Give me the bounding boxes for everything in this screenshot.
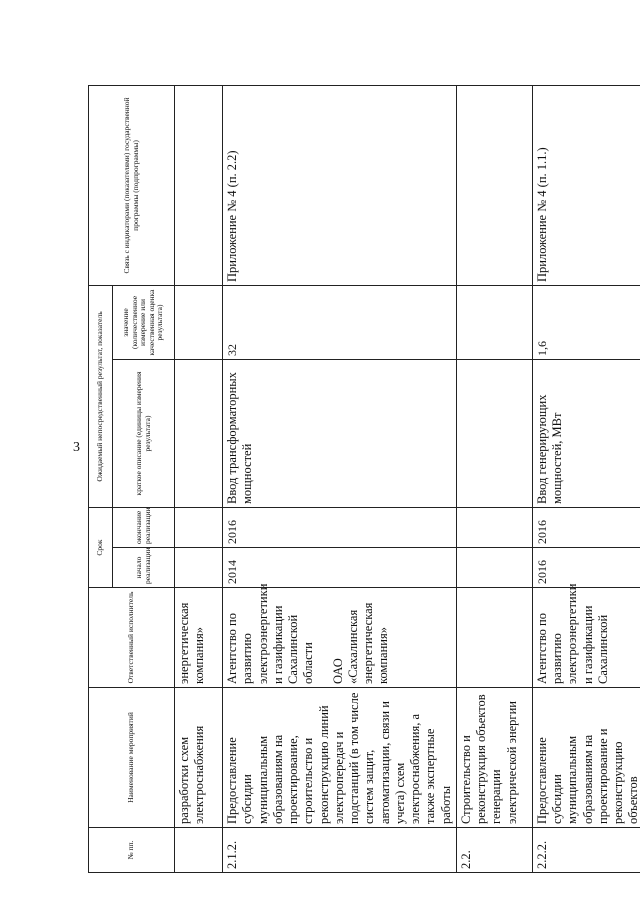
- table-row: [223, 85, 457, 872]
- header-link: Связь с индикаторами (показателями) государственной программы (подпрограммы): [89, 85, 175, 285]
- cell-end: [175, 508, 223, 548]
- cell-result-value: 32: [223, 285, 457, 359]
- table-row: [532, 85, 640, 872]
- executor-primary: Агентство по развитию электроэнергетики и газификации Сахалинской области: [225, 583, 316, 684]
- cell-name: Предоставление субсидии муниципальным образованиям на проектирование и реконструкцию объектов: [532, 688, 640, 828]
- header-term: Срок: [89, 508, 113, 588]
- cell-start: 2014: [223, 548, 457, 588]
- cell-result-desc: [456, 360, 532, 508]
- cell-name: Предоставление субсидии муниципальным образованиям на проектирование, строительство и реконструкцию линий электропередач и подстанций (в том числе систем защит, автоматизации, связи и учета) схем электроснабжения, а также экспертные работы: [223, 688, 457, 828]
- header-result: Ожидаемый непосредственный результат, показатель: [89, 285, 113, 507]
- cell-num: [175, 828, 223, 873]
- table-row: [456, 85, 532, 872]
- header-result-desc: краткое описание (единицы измерения результата): [113, 360, 175, 508]
- cell-num: 2.1.2.: [223, 828, 457, 873]
- header-name: Наименование мероприятий: [89, 688, 175, 828]
- cell-link: [175, 85, 223, 285]
- activities-table: [88, 85, 640, 873]
- cell-result-value: [456, 285, 532, 359]
- cell-end: 2016: [532, 508, 640, 548]
- cell-start: 2016: [532, 548, 640, 588]
- page-number: 3: [73, 440, 80, 455]
- cell-executor: [223, 583, 457, 688]
- header-end: окончание реализации: [113, 508, 175, 548]
- cell-name: Строительство и реконструкция объектов генерации электрической энергии: [456, 688, 532, 828]
- cell-start: [456, 548, 532, 588]
- cell-num: 2.2.2.: [532, 828, 640, 873]
- cell-start: [175, 548, 223, 588]
- cell-result-desc: Ввод трансформаторных мощностей: [223, 360, 457, 508]
- cell-executor: Агентство по развитию электроэнергетики и газификации Сахалинской: [532, 588, 640, 688]
- cell-result-desc: [175, 360, 223, 508]
- cell-end: 2016: [223, 508, 457, 548]
- header-num: № пп.: [89, 828, 175, 873]
- cell-link: Приложение № 4 (п. 1.1.): [532, 85, 640, 285]
- cell-result-value: 1,6: [532, 285, 640, 359]
- cell-result-value: [175, 285, 223, 359]
- cell-end: [456, 508, 532, 548]
- cell-executor: энергетическая компания»: [175, 588, 223, 688]
- cell-result-desc: Ввод генерирующих мощностей, МВт: [532, 360, 640, 508]
- cell-link: Приложение № 4 (п. 2.2): [223, 85, 457, 285]
- executor-secondary: ОАО «Сахалинская энергетическая компания»: [330, 602, 391, 684]
- header-row: [89, 85, 113, 872]
- cell-executor: [456, 588, 532, 688]
- header-start: начало реализации: [113, 548, 175, 588]
- header-executor: Ответственный исполнитель: [89, 588, 175, 688]
- cell-name: разработки схем электроснабжения: [175, 688, 223, 828]
- rotated-table-wrapper: [88, 86, 640, 873]
- table-row: [175, 85, 223, 872]
- cell-num: 2.2.: [456, 828, 532, 873]
- header-result-value: значение (количественное измерение или качественная оценка результата): [113, 285, 175, 359]
- cell-link: [456, 85, 532, 285]
